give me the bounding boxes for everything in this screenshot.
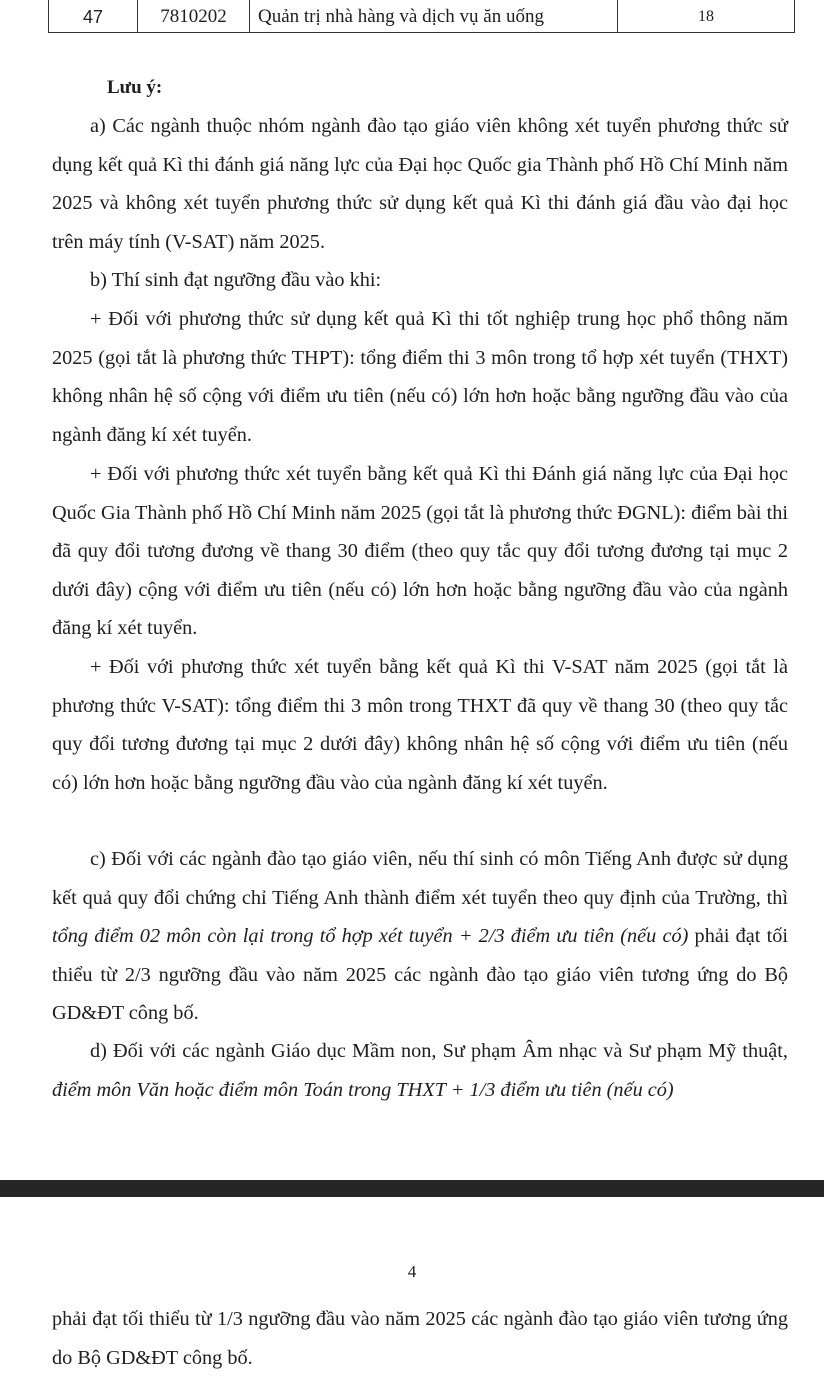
paragraph-d-italic: điểm môn Văn hoặc điểm môn Toán trong THXT + 1/3 điểm ưu tiên (nếu có) (52, 1078, 674, 1101)
paragraph-b2: + Đối với phương thức xét tuyển bằng kết quả Kì thi Đánh giá năng lực của Đại học Quốc Gia Thành phố Hồ Chí Minh năm 2025 (gọi tắt là phương thức ĐGNL): điểm bài thi đã quy đổi tương đương về thang 30 điểm (theo quy tắc quy đổi tương đương tại mục 2 dưới đây) cộng với điểm ưu tiên (nếu có) lớn hơn hoặc bằng ngưỡng đầu vào của ngành đăng kí xét tuyển. (52, 463, 788, 639)
program-name-cell: Quản trị nhà hàng và dịch vụ ăn uống (250, 0, 618, 32)
paragraph-c-start: c) Đối với các ngành đào tạo giáo viên, nếu thí sinh có môn Tiếng Anh được sử dụng kết quả quy đổi chứng chỉ Tiếng Anh thành điểm xét tuyển theo quy định của Trường, thì (52, 848, 788, 909)
paragraph-b: b) Thí sinh đạt ngưỡng đầu vào khi: (90, 269, 382, 291)
row-number-cell: 47 (49, 0, 138, 32)
table-row (48, 0, 795, 33)
paragraph-d-start: d) Đối với các ngành Giáo dục Mầm non, Sư phạm Âm nhạc và Sư phạm Mỹ thuật, (90, 1040, 788, 1062)
paragraph-d (52, 1032, 788, 1109)
quota-cell: 18 (698, 8, 714, 25)
continuation-paragraph: phải đạt tối thiểu từ 1/3 ngưỡng đầu vào năm 2025 các ngành đào tạo giáo viên tương ứng do Bộ GD&ĐT công bố. (52, 1308, 788, 1369)
note-heading: Lưu ý: (107, 77, 163, 98)
page-number: 4 (407, 1262, 417, 1281)
paragraph-c (52, 840, 788, 1033)
paragraph-b3: + Đối với phương thức xét tuyển bằng kết quả Kì thi V-SAT năm 2025 (gọi tắt là phương thức V-SAT): tổng điểm thi 3 môn trong THXT đã quy về thang 30 (theo quy tắc quy đổi tương đương tại mục 2 dưới đây) không nhân hệ số cộng với điểm ưu tiên (nếu có) lớn hơn hoặc bằng ngưỡng đầu vào của ngành đăng kí xét tuyển. (52, 656, 788, 794)
paragraph-c-end: phải đạt tối thiểu từ 2/3 ngưỡng đầu vào năm 2025 các ngành đào tạo giáo viên tương ứng do Bộ GD&ĐT công bố. (52, 925, 788, 1024)
paragraph-b1: + Đối với phương thức sử dụng kết quả Kì thi tốt nghiệp trung học phổ thông năm 2025 (gọi tắt là phương thức THPT): tổng điểm thi 3 môn trong tổ hợp xét tuyển (THXT) không nhân hệ số cộng với điểm ưu tiên (nếu có) lớn hơn hoặc bằng ngưỡng đầu vào của ngành đăng kí xét tuyển. (52, 308, 788, 446)
paragraph-c-italic: tổng điểm 02 môn còn lại trong tổ hợp xét tuyển + 2/3 điểm ưu tiên (nếu có) (52, 925, 689, 947)
page-divider (0, 1180, 824, 1197)
program-code-cell: 7810202 (138, 0, 250, 32)
paragraph-a: a) Các ngành thuộc nhóm ngành đào tạo giáo viên không xét tuyển phương thức sử dụng kết quả Kì thi đánh giá năng lực của Đại học Quốc gia Thành phố Hồ Chí Minh năm 2025 và không xét tuyển phương thức sử dụng kết quả Kì thi đánh giá đầu vào đại học trên máy tính (V-SAT) năm 2025. (52, 115, 788, 253)
